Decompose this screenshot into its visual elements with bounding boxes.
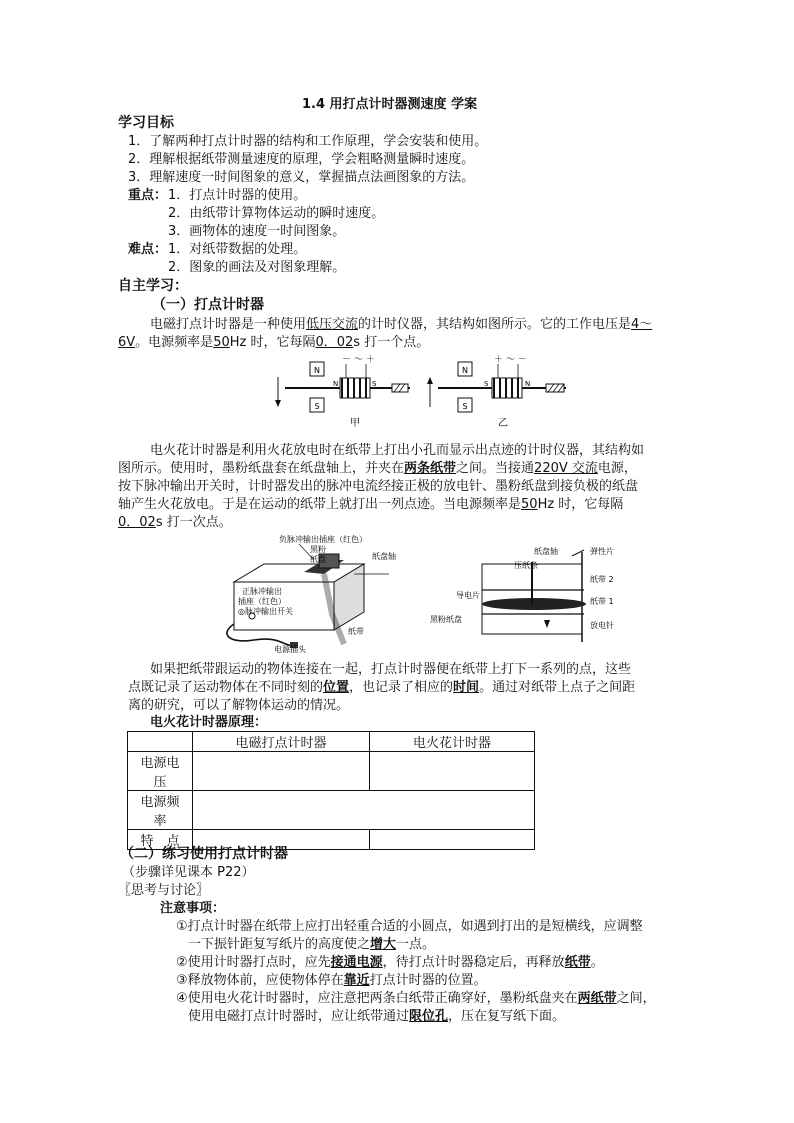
note-item: ①打点计时器在纸带上应打出轻重合适的小圆点，如遇到打出的是短横线，应调整 (176, 919, 643, 934)
principle-heading: 电火花计时器原理： (150, 715, 268, 730)
note-item: ④使用电火花计时器时，应注意把两条白纸带正确穿好，墨粉纸盘夹在两纸带之间， (176, 991, 656, 1006)
svg-text:电源插头: 电源插头 (274, 645, 306, 654)
svg-text:黑粉纸盘: 黑粉纸盘 (430, 615, 462, 624)
note-item: ③释放物体前，应使物体停在靠近打点计时器的位置。 (176, 973, 487, 988)
svg-text:黑粉: 黑粉 (310, 545, 326, 554)
svg-text:◎脉冲输出开关: ◎脉冲输出开关 (238, 607, 293, 616)
svg-text:负脉冲输出插座（红色）: 负脉冲输出插座（红色） (279, 535, 367, 544)
difficult-points-label: 难点： (128, 242, 168, 257)
answer-time: 时间 (453, 680, 480, 695)
svg-text:－ ～ ＋: － ～ ＋ (342, 355, 375, 365)
answer-position: 位置 (323, 680, 350, 695)
paragraph-line: 0．02s 打一次点。 (118, 515, 232, 530)
section1-heading: （一）打点计时器 (152, 297, 264, 313)
svg-text:纸盘轴: 纸盘轴 (372, 552, 396, 561)
table-cell[interactable] (370, 830, 535, 850)
paragraph-line: 如果把纸带跟运动的物体连接在一起，打点计时器便在纸带上打下一系列的点，这些 (150, 662, 632, 677)
svg-text:纸带: 纸带 (348, 627, 364, 636)
table-header: 电磁打点计时器 (193, 732, 370, 752)
answer-voltage: 4～ (631, 317, 653, 332)
goal-item: 1．了解两种打点计时器的结构和工作原理，学会安装和使用。 (128, 134, 488, 149)
svg-text:S: S (462, 402, 468, 411)
svg-text:弹性片: 弹性片 (590, 547, 614, 556)
notes-label: 注意事项： (160, 901, 226, 916)
svg-text:放电针: 放电针 (590, 621, 614, 630)
svg-text:纸带 2: 纸带 2 (590, 575, 614, 584)
figure-caption: 乙 (498, 418, 508, 429)
svg-text:＋ ～ －: ＋ ～ － (494, 355, 527, 365)
svg-text:S: S (484, 380, 489, 388)
answer-tape: 纸带 (564, 955, 591, 970)
table-cell[interactable] (370, 752, 535, 791)
answer-two-tapes-2: 两纸带 (577, 991, 617, 1006)
difficult-point-item: 1．对纸带数据的处理。 (168, 242, 307, 257)
svg-text:S: S (372, 380, 377, 388)
steps-note: （步骤详见课本 P22） (122, 865, 255, 880)
comparison-table (127, 731, 535, 850)
paragraph-line: 电磁打点计时器是一种使用低压交流的计时仪器，其结构如图所示。它的工作电压是4～ (150, 317, 653, 332)
goals-heading: 学习目标 (118, 115, 174, 131)
svg-text:正脉冲输出: 正脉冲输出 (242, 587, 282, 596)
goal-item: 2．理解根据纸带测量速度的原理，学会粗略测量瞬时速度。 (128, 152, 475, 167)
table-cell[interactable] (193, 752, 370, 791)
note-item: 一下振针距复写纸片的高度使之增大一点。 (188, 937, 436, 952)
row-label: 电源频 率 (128, 791, 193, 830)
key-point-item: 3．画物体的速度一时间图象。 (168, 224, 346, 239)
spark-timer-internal-figure (424, 542, 632, 652)
row-label: 特 点 (128, 830, 193, 850)
answer-increase: 增大 (370, 937, 397, 952)
table-cell[interactable] (193, 791, 535, 830)
key-point-item: 1．打点计时器的使用。 (168, 188, 307, 203)
svg-text:N: N (333, 380, 339, 388)
svg-text:纸盘轴: 纸盘轴 (534, 547, 558, 556)
paragraph-line: 电火花计时器是利用火花放电时在纸带上打出小孔而显示出点迹的计时仪器，其结构如 (150, 443, 645, 458)
svg-text:纸盘: 纸盘 (310, 555, 326, 564)
page-title: 1.4 用打点计时器测速度 学案 (302, 97, 478, 112)
answer-limit-hole: 限位孔 (409, 1009, 449, 1024)
answer-power-on: 接通电源 (330, 955, 383, 970)
paragraph-line: 图所示。使用时，墨粉纸盘套在纸盘轴上，并夹在两条纸带之间。当接通220V 交流电源， (118, 461, 637, 476)
table-header (128, 732, 193, 752)
electromagnetic-timer-figure (270, 352, 570, 432)
key-points-label: 重点： (128, 188, 168, 203)
section2-heading: （二）练习使用打点计时器 (120, 846, 288, 862)
goal-item: 3．理解速度一时间图象的意义，掌握描点法画图象的方法。 (128, 170, 475, 185)
svg-text:插座（红色）: 插座（红色） (238, 597, 286, 606)
spark-timer-figure (224, 534, 424, 654)
note-item: ②使用计时器打点时，应先接通电源，待打点计时器稳定后，再释放纸带。 (176, 955, 604, 970)
paragraph-line: 轴产生火花放电。于是在运动的纸带上就打出一列点迹。当电源频率是50Hz 时，它每隔 (118, 497, 624, 512)
answer-near: 靠近 (343, 973, 370, 988)
paragraph-line: 按下脉冲输出开关时，计时器发出的脉冲电流经接正极的放电针、墨粉纸盘到接负极的纸盘 (118, 479, 639, 494)
answer-interval: 0．02 (315, 335, 354, 350)
svg-text:S: S (314, 402, 320, 411)
svg-text:N: N (525, 380, 531, 388)
paragraph-line: 点既记录了运动物体在不同时刻的位置，也记录了相应的时间。通过对纸带上点子之间距 (128, 680, 636, 695)
row-label: 电源电 压 (128, 752, 193, 791)
difficult-point-item: 2．图象的画法及对图象理解。 (168, 260, 346, 275)
answer-low-voltage-ac: 低压交流 (306, 317, 359, 332)
table-header: 电火花计时器 (370, 732, 535, 752)
svg-text:N: N (462, 366, 468, 375)
answer-frequency: 50 (213, 335, 230, 350)
svg-text:压纸条: 压纸条 (514, 561, 538, 570)
svg-text:导电片: 导电片 (456, 591, 480, 600)
answer-220v: 220V 交流 (534, 461, 598, 476)
think-discuss: 〖思考与讨论〗 (118, 883, 210, 898)
note-item: 使用电磁打点计时器时，应让纸带通过限位孔，压在复写纸下面。 (188, 1009, 566, 1024)
key-point-item: 2．由纸带计算物体运动的瞬时速度。 (168, 206, 385, 221)
answer-two-tapes: 两条纸带 (404, 461, 457, 476)
paragraph-line: 离的研究，可以了解物体运动的情况。 (128, 698, 350, 713)
svg-text:纸带 1: 纸带 1 (590, 597, 614, 606)
svg-text:N: N (314, 366, 320, 375)
paragraph-line: 6V。电源频率是50Hz 时，它每隔0．02s 打一个点。 (118, 335, 430, 350)
self-study-heading: 自主学习： (118, 278, 188, 294)
figure-caption: 甲 (350, 418, 360, 429)
